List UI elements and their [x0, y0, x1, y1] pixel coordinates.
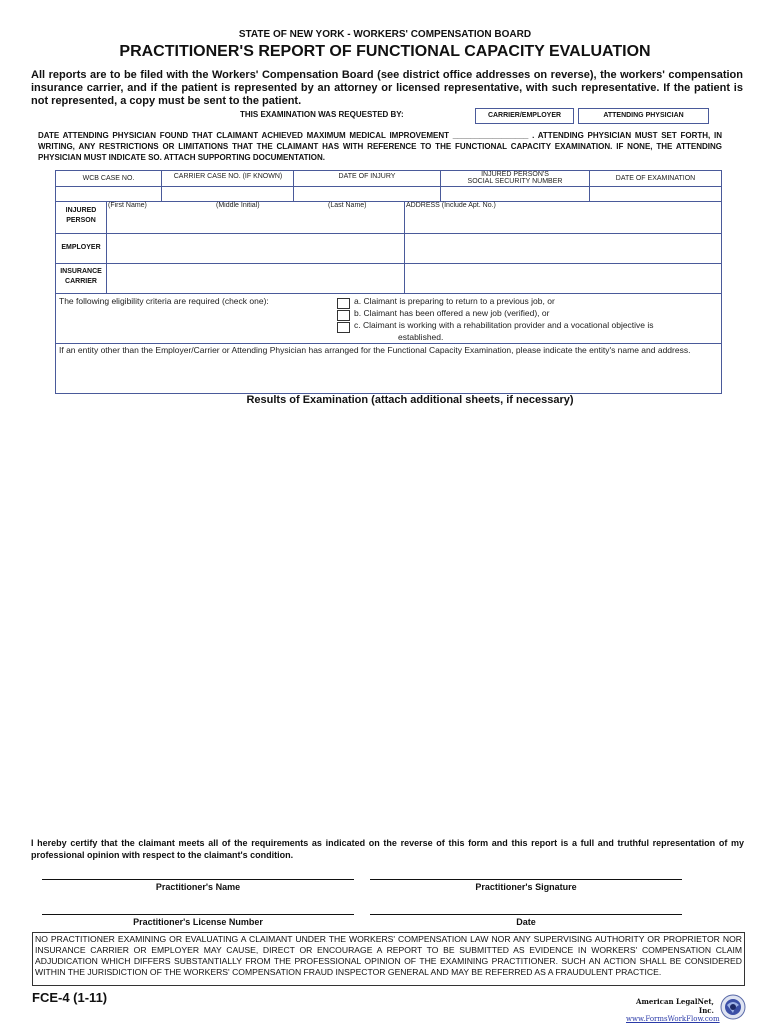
employer-label: EMPLOYER — [61, 244, 101, 251]
wcb-case-no-field[interactable] — [56, 187, 161, 201]
license-number-line[interactable] — [42, 914, 354, 915]
injured-label-line1: INJURED — [65, 207, 97, 214]
employer-name-field[interactable] — [107, 234, 404, 263]
legalnet-logo — [626, 994, 746, 1023]
carrier-employer-checkbox[interactable]: CARRIER/EMPLOYER — [475, 108, 574, 124]
date-label: Date — [516, 917, 536, 927]
results-heading: Results of Examination (attach additional sheets, if necessary) — [246, 394, 574, 406]
injured-person-address-field[interactable] — [405, 211, 721, 233]
address-label: ADDRESS (Include Apt. No.) — [406, 202, 496, 209]
entity-name-address-field[interactable] — [56, 366, 721, 393]
logo-company: American LegalNet, Inc. — [636, 997, 714, 1015]
injured-person-name-field[interactable] — [107, 211, 404, 233]
date-of-injury-field[interactable] — [294, 187, 440, 201]
date-of-exam-label: DATE OF EXAMINATION — [615, 175, 696, 182]
practitioner-name-label: Practitioner's Name — [155, 882, 241, 892]
insurance-label-line1: INSURANCE — [60, 268, 102, 275]
form-number: FCE-4 (1-11) — [32, 990, 108, 1005]
option-c-checkbox[interactable] — [337, 322, 350, 333]
first-name-label: (First Name) — [108, 202, 147, 209]
carrier-case-no-label: CARRIER CASE NO. (IF KNOWN) — [173, 173, 283, 180]
globe-icon — [720, 994, 746, 1020]
ssn-field[interactable] — [441, 187, 589, 201]
mmi-instructions: DATE ATTENDING PHYSICIAN FOUND THAT CLAIMANT ACHIEVED MAXIMUM MEDICAL IMPROVEMENT _________________ . ATTENDING PHYSICIAN MUST SET FORTH, IN WRITING, ANY RESTRICTIONS OR LIMITATIONS THAT THE CLAIMANT HAS WITH REFERENCE TO THE FUNCTIONAL CAPACITY EXAMINATION. IF NONE, THE ATTENDING PHYSICIAN MUST INDICATE SO. ATTACH SUPPORTING DOCUMENTATION. — [38, 131, 722, 162]
requested-by-label: THIS EXAMINATION WAS REQUESTED BY: — [240, 110, 404, 119]
option-b-checkbox[interactable] — [337, 310, 350, 321]
date-of-injury-label: DATE OF INJURY — [338, 173, 396, 180]
insurance-label-line2: CARRIER — [65, 278, 97, 285]
option-c-text-cont: established. — [398, 332, 444, 342]
fraud-notice: NO PRACTITIONER EXAMINING OR EVALUATING A CLAIMANT UNDER THE WORKERS' COMPENSATION LAW NOR ANY SUPERVISING AUTHORITY OR PROPRIETOR NOR INSURANCE CARRIER OR EMPLOYER MAY CAUSE, DIRECT OR ENCOURAGE A REPORT TO BE SUBMITTED AS EVIDENCE IN WORKERS' COMPENSATION CLAIM ADJUDICATION WHICH DIFFERS SUBSTANTIALLY FROM THE PROFESSIONAL OPINION OF THE EXAMINING PRACTITIONER. SUCH AN ACTION SHALL BE CONSIDERED WITHIN THE JURISDICTION OF THE WORKERS' COMPENSATION FRAUD INSPECTOR GENERAL AND MAY BE REFERRED AS A FRAUDULENT PRACTICE. — [32, 932, 745, 986]
practitioner-signature-label: Practitioner's Signature — [475, 882, 577, 892]
claimant-info-grid — [55, 170, 722, 394]
results-area[interactable] — [31, 412, 744, 832]
ssn-label-line1: INJURED PERSON'S — [481, 171, 549, 178]
insurance-carrier-name-field[interactable] — [107, 264, 404, 293]
practitioner-signature-line[interactable] — [370, 879, 682, 880]
injured-label-line2: PERSON — [66, 217, 96, 224]
attending-physician-checkbox[interactable]: ATTENDING PHYSICIAN — [578, 108, 709, 124]
license-number-label: Practitioner's License Number — [133, 917, 263, 927]
eligibility-label: The following eligibility criteria are required (check one): — [59, 296, 269, 306]
option-a-text: a. Claimant is preparing to return to a previous job, or — [354, 296, 555, 306]
agency-heading: STATE OF NEW YORK - WORKERS' COMPENSATION BOARD — [238, 29, 532, 40]
option-c-text: c. Claimant is working with a rehabilitation provider and a vocational objective is — [354, 320, 654, 330]
wcb-case-no-label: WCB CASE NO. — [82, 175, 135, 182]
option-a-checkbox[interactable] — [337, 298, 350, 309]
certification-statement: I hereby certify that the claimant meets all of the requirements as indicated on the reverse of this form and this report is a full and truthful representation of my professional opinion with respect to the claimant's condition. — [31, 838, 744, 860]
date-of-exam-field[interactable] — [590, 187, 721, 201]
form-title: PRACTITIONER'S REPORT OF FUNCTIONAL CAPACITY EVALUATION — [119, 43, 651, 60]
filing-instructions: All reports are to be filed with the Workers' Compensation Board (see district office addresses on reverse), the workers' compensation insurance carrier, and if the patient is represented by an attorney or licensed representative, with such representative. If the patient is not represented, a copy must be sent to the patient. — [31, 69, 743, 107]
logo-text — [626, 997, 720, 1024]
insurance-carrier-label — [56, 267, 106, 287]
carrier-case-no-field[interactable] — [162, 187, 293, 201]
insurance-carrier-address-field[interactable] — [405, 264, 721, 293]
last-name-label: (Last Name) — [328, 202, 367, 209]
practitioner-name-line[interactable] — [42, 879, 354, 880]
injured-person-label — [56, 206, 106, 226]
employer-address-field[interactable] — [405, 234, 721, 263]
middle-initial-label: (Middle Initial) — [216, 202, 260, 209]
ssn-label — [441, 171, 589, 185]
logo-url-link[interactable]: www.FormsWorkFlow.com — [626, 1015, 720, 1023]
date-line[interactable] — [370, 914, 682, 915]
ssn-label-line2: SOCIAL SECURITY NUMBER — [467, 178, 563, 185]
entity-instructions: If an entity other than the Employer/Carrier or Attending Physician has arranged for the Functional Capacity Examination, please indicate the entity's name and address. — [59, 345, 691, 355]
option-b-text: b. Claimant has been offered a new job (verified), or — [354, 308, 550, 318]
